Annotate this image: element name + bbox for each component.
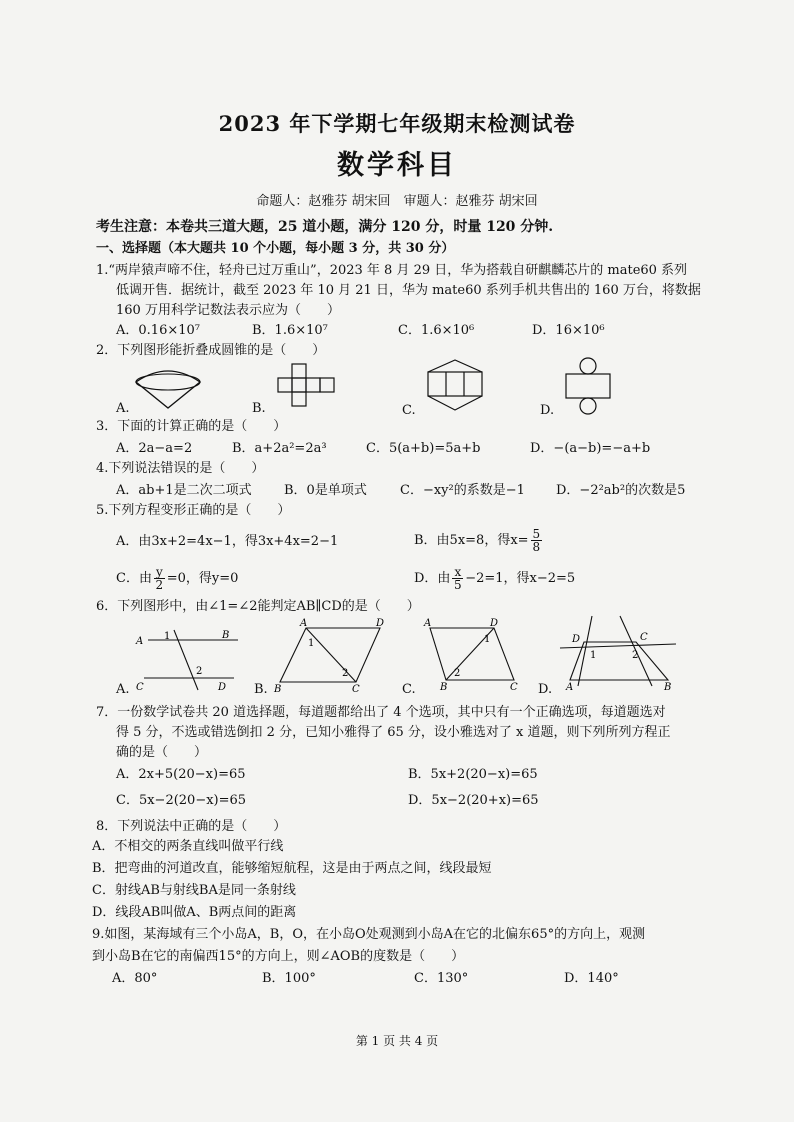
q2-figure-a <box>128 360 208 415</box>
q4-option-c: C．−xy²的系数是−1 <box>400 483 525 498</box>
q1-option-d: D．16×10⁶ <box>532 323 605 338</box>
q7-line3: 确的是（ ） <box>116 745 208 760</box>
q2-option-c: C. <box>402 403 416 418</box>
q6-option-a: A. <box>116 682 130 697</box>
q1-option-a: A．0.16×10⁷ <box>116 323 200 338</box>
q6-stem: 6．下列图形中，由∠1=∠2能判定AB∥CD的是（ ） <box>96 599 420 614</box>
q9-option-d: D．140° <box>564 971 619 986</box>
svg-text:A: A <box>300 618 308 629</box>
q3-option-b: B．a+2a²=2a³ <box>232 441 327 456</box>
q7-option-d: D．5x−2(20+x)=65 <box>408 793 539 808</box>
svg-text:B: B <box>664 682 672 693</box>
svg-text:C: C <box>136 682 144 693</box>
q6-figure-a <box>134 628 246 694</box>
q7-line2: 得 5 分，不选或错选倒扣 2 分，已知小雅得了 65 分，设小雅选对了 x 道题，则下列所列方程正 <box>116 725 671 740</box>
svg-text:1: 1 <box>308 638 315 649</box>
q9-line1: 9.如图，某海域有三个小岛A，B，O，在小岛O处观测到小岛A在它的北偏东65°的方向上，观测 <box>92 927 646 942</box>
svg-text:A: A <box>136 636 144 647</box>
svg-text:1: 1 <box>590 650 597 661</box>
q6-option-b: B. <box>254 682 268 697</box>
q1-option-c: C．1.6×10⁶ <box>398 323 475 338</box>
section-heading: 一、选择题（本大题共 10 个小题，每小题 3 分，共 30 分） <box>96 241 455 256</box>
q5-stem: 5.下列方程变形正确的是（ ） <box>96 503 291 518</box>
q4-option-a: A．ab+1是二次二项式 <box>116 483 252 498</box>
page-footer: 第 1 页 共 4 页 <box>355 1034 439 1048</box>
q2-figure-d <box>558 356 618 418</box>
q5-option-b: B．由5x=8，得x= $\frac{5}{8}$ <box>414 527 541 554</box>
subject-title: 数学科目 <box>337 150 457 181</box>
q1-line3: 160 万用科学记数法表示应为（ ） <box>116 303 340 318</box>
q8-option-b: B．把弯曲的河道改直，能够缩短航程，这是由于两点之间，线段最短 <box>92 861 492 876</box>
q3-option-c: C．5(a+b)=5a+b <box>366 441 481 456</box>
q6-option-c: C. <box>402 682 416 697</box>
q7-option-a: A．2x+5(20−x)=65 <box>116 767 246 782</box>
q2-option-d: D. <box>540 403 555 418</box>
q5-d-fraction: $\frac{x}{5}$ <box>454 565 462 592</box>
svg-text:D: D <box>376 618 385 629</box>
q8-option-d: D．线段AB叫做A、B两点间的距离 <box>92 905 297 920</box>
q8-option-c: C．射线AB与射线BA是同一条射线 <box>92 883 296 898</box>
q5-option-d: D．由 $\frac{x}{5}$ −2=1，得x−2=5 <box>414 565 576 592</box>
svg-text:A: A <box>424 618 432 629</box>
q4-option-d: D．−2²ab²的次数是5 <box>556 483 686 498</box>
svg-text:2: 2 <box>196 666 203 677</box>
svg-text:A: A <box>566 682 574 693</box>
q6-figure-d <box>556 612 680 694</box>
q7-option-b: B．5x+2(20−x)=65 <box>408 767 538 782</box>
svg-text:D: D <box>218 682 227 693</box>
q6-figure-b <box>270 618 400 696</box>
svg-text:D: D <box>572 634 581 645</box>
q8-option-a: A．不相交的两条直线叫做平行线 <box>92 839 284 854</box>
q1-line2: 低调开售．据统计，截至 2023 年 10 月 21 日，华为 mate60 系列手机共售出的 160 万台，将数据 <box>116 283 701 298</box>
svg-text:1: 1 <box>164 631 171 642</box>
q6-option-d: D. <box>538 682 553 697</box>
q4-option-b: B．0是单项式 <box>284 483 367 498</box>
q3-stem: 3．下面的计算正确的是（ ） <box>96 419 287 434</box>
svg-text:C: C <box>352 684 360 695</box>
q9-option-a: A．80° <box>112 971 158 986</box>
q6-figure-c <box>420 614 530 694</box>
q9-option-c: C．130° <box>414 971 469 986</box>
svg-text:C: C <box>640 632 648 643</box>
q7-option-c: C．5x−2(20−x)=65 <box>116 793 247 808</box>
q5-option-c: C．由 $\frac{y}{2}$ =0，得y=0 <box>116 565 239 592</box>
q2-stem: 2．下列图形能折叠成圆锥的是（ ） <box>96 343 326 358</box>
q2-figure-c <box>420 358 490 414</box>
svg-text:B: B <box>222 630 230 641</box>
exam-title: 2023 年下学期七年级期末检测试卷 <box>218 111 576 136</box>
svg-text:B: B <box>440 682 448 693</box>
q1-line1: 1.“两岸猿声啼不住，轻舟已过万重山”，2023 年 8 月 29 日，华为搭载自研麒麟芯片的 mate60 系列 <box>96 263 688 278</box>
authors-line: 命题人：赵雅芬 胡宋回 审题人：赵雅芬 胡宋回 <box>256 194 538 209</box>
svg-text:2: 2 <box>632 650 639 661</box>
q9-line2: 到小岛B在它的南偏西15°的方向上，则∠AOB的度数是（ ） <box>92 949 465 964</box>
svg-text:2: 2 <box>454 668 461 679</box>
svg-text:D: D <box>490 618 499 629</box>
q7-line1: 7．一份数学试卷共 20 道选择题，每道题都给出了 4 个选项，其中只有一个正确选项，每道题选对 <box>96 705 666 720</box>
q2-option-a: A. <box>116 401 130 416</box>
q9-option-b: B．100° <box>262 971 316 986</box>
q4-stem: 4.下列说法错误的是（ ） <box>96 461 265 476</box>
svg-text:2: 2 <box>342 668 349 679</box>
q1-option-b: B．1.6×10⁷ <box>252 323 328 338</box>
q5-c-fraction: $\frac{y}{2}$ <box>155 565 164 592</box>
q5-b-fraction: $\frac{5}{8}$ <box>532 527 541 554</box>
q3-option-a: A．2a−a=2 <box>116 441 193 456</box>
svg-text:C: C <box>510 682 518 693</box>
svg-text:1: 1 <box>484 634 491 645</box>
q8-stem: 8．下列说法中正确的是（ ） <box>96 819 287 834</box>
q2-figure-b <box>272 362 342 412</box>
q2-option-b: B. <box>252 401 266 416</box>
exam-notice: 考生注意：本卷共三道大题，25 道小题，满分 120 分，时量 120 分钟. <box>96 219 554 235</box>
q3-option-d: D．−(a−b)=−a+b <box>530 441 651 456</box>
svg-text:B: B <box>274 684 282 695</box>
q5-option-a: A．由3x+2=4x−1，得3x+4x=2−1 <box>116 534 339 549</box>
